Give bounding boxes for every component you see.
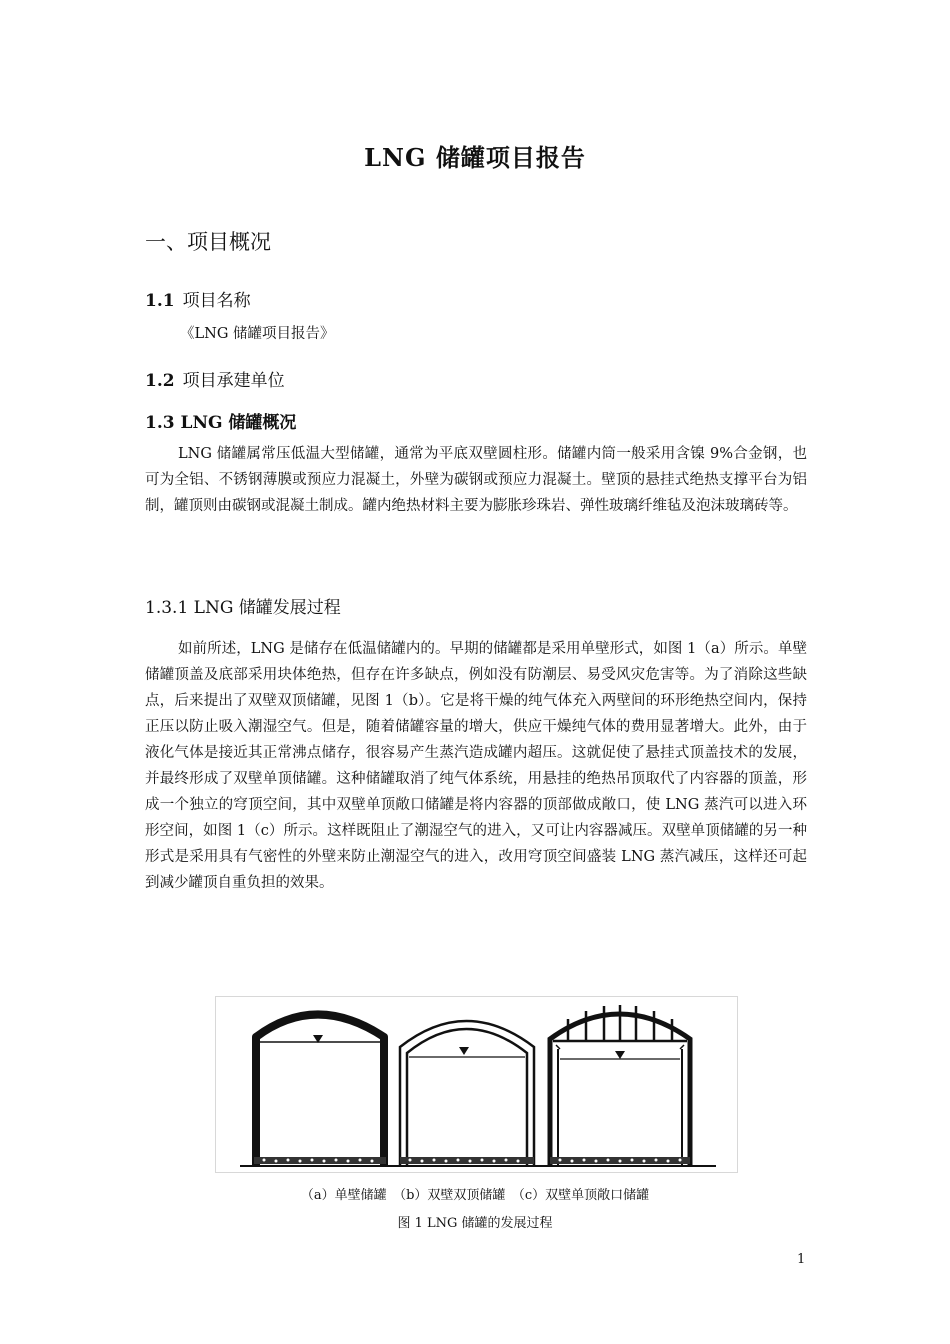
liquid-level-icon — [459, 1047, 469, 1055]
figure-caption: 图 1 LNG 储罐的发展过程 — [397, 1216, 553, 1231]
heading-1-1 — [145, 286, 251, 311]
paragraph-lng-overview: LNG 储罐属常压低温大型储罐，通常为平底双壁圆柱形。储罐内筒一般采用含镍 9%合金钢，也可为全铝、不锈钢薄膜或预应力混凝土，外壁为碳钢或预应力混凝土。壁顶的悬挂式绝热支撑平台为铝制，罐顶则由碳钢或混凝土制成。罐内绝热材料主要为膨胀珍珠岩、弹性玻璃纤维毡及泡沫玻璃砖等。 — [145, 446, 807, 514]
tank-b-double-wall-double-roof — [400, 1021, 534, 1165]
paragraph-lng-development: 如前所述，LNG 是储存在低温储罐内的。早期的储罐都是采用单壁形式，如图 1（a）所示。单壁储罐顶盖及底部采用块体绝热，但存在许多缺点，例如没有防潮层、易受风灾危害等。为了消除这些缺点，后来提出了双壁双顶储罐，见图 1（b）。它是将干燥的纯气体充入两壁间的环形绝热空间内，保持正压以防止吸入潮湿空气。但是，随着储罐容量的增大，供应干燥纯气体的费用显著增大。此外，由于液化气体是接近其正常沸点储存，很容易产生蒸汽造成罐内超压。这就促使了悬挂式顶盖技术的发展，并最终形成了双壁单顶储罐。这种储罐取消了纯气体系统，用悬挂的绝热吊顶取代了内容器的顶盖，形成一个独立的穹顶空间，其中双壁单顶敞口储罐是将内容器的顶部做成敞口，使 LNG 蒸汽可以进入环形空间，如图 1（c）所示。这样既阻止了潮湿空气的进入，又可让内容器减压。双壁单顶储罐的另一种形式是采用具有气密性的外壁来防止潮湿空气的进入，改用穹顶空间盛装 LNG 蒸汽减压，这样还可起到减少罐顶自重负担的效果。 — [145, 641, 807, 891]
heading-1-2-number: 1.2 — [145, 371, 175, 391]
heading-1-2 — [145, 366, 285, 391]
tank-diagram — [216, 997, 737, 1172]
document-title: LNG 储罐项目报告 — [364, 143, 586, 172]
tank-a-single-wall — [254, 1015, 386, 1166]
heading-1-1-number: 1.1 — [145, 291, 175, 311]
heading-1-3: 1.3 LNG 储罐概况 — [145, 413, 297, 433]
tank-c-double-wall-open-top — [550, 1005, 690, 1165]
project-name-text: 《LNG 储罐项目报告》 — [180, 326, 335, 342]
liquid-level-icon — [615, 1051, 625, 1059]
heading-1-1-title: 项目名称 — [182, 291, 251, 311]
figure-tank-types — [215, 996, 738, 1173]
heading-1-2-title: 项目承建单位 — [182, 371, 285, 391]
figure-subcaptions: （a）单壁储罐 （b）双壁双顶储罐 （c）双壁单顶敞口储罐 — [300, 1188, 650, 1203]
section-heading-overview: 一、项目概况 — [145, 230, 271, 254]
heading-1-3-1: 1.3.1 LNG 储罐发展过程 — [145, 598, 341, 618]
page-number: 1 — [797, 1252, 806, 1267]
